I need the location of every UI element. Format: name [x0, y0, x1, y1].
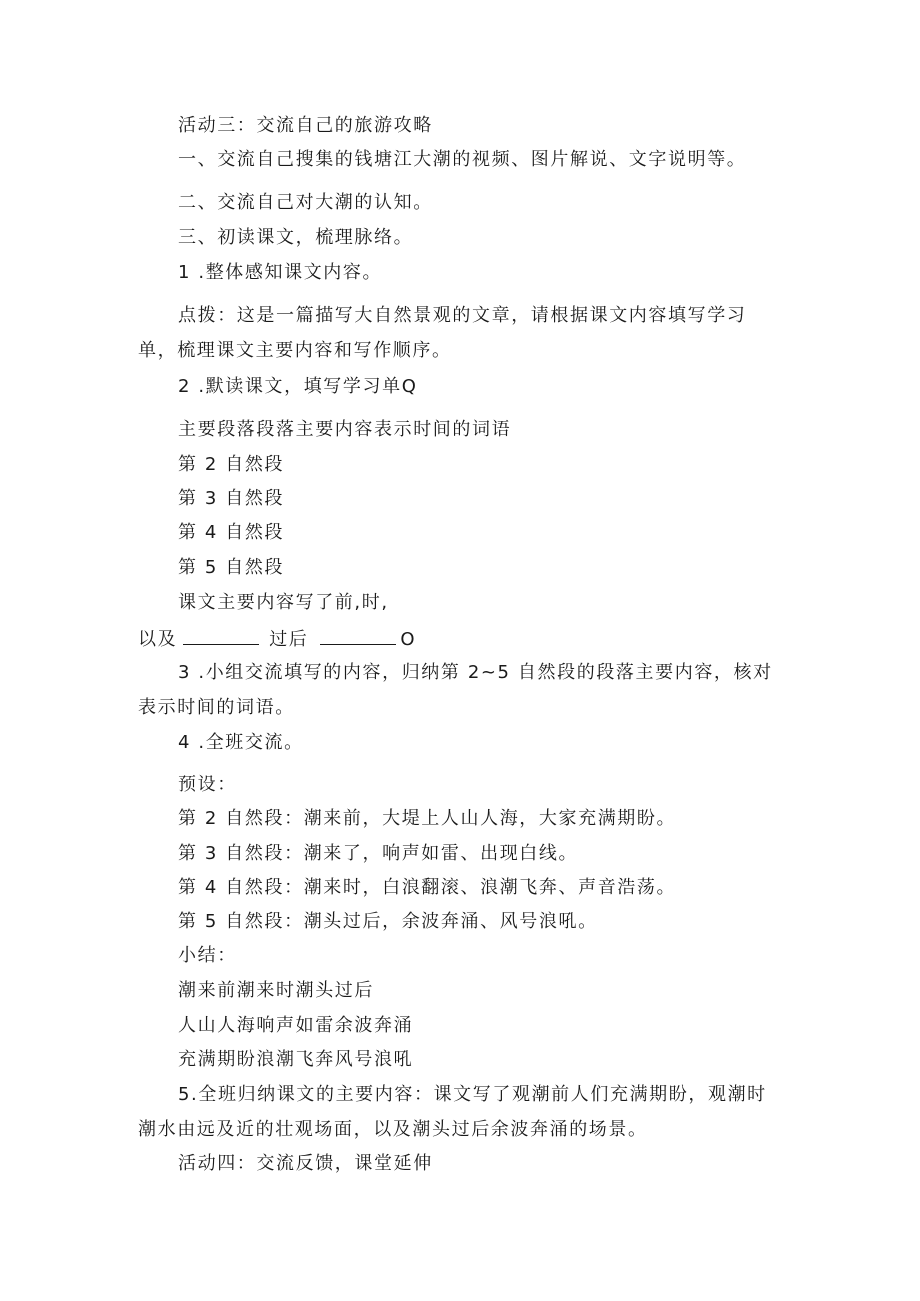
item-3: 三、初读课文，梳理脉络。 [178, 227, 414, 248]
preset-label: 预设： [178, 774, 237, 795]
step-5-line-2: 潮水由远及近的壮观场面，以及潮头过后余波奔涌的场景。 [138, 1119, 648, 1140]
preset-row: 第 4 自然段：潮来时，白浪翻滚、浪潮飞奔、声音浩荡。 [178, 877, 677, 898]
step-5-line-1: 5.全班归纳课文的主要内容：课文写了观潮前人们充满期盼，观潮时 [178, 1084, 767, 1105]
hint-line-1: 点拨：这是一篇描写大自然景观的文章，请根据课文内容填写学习 [178, 305, 747, 326]
fill-line-2 [138, 626, 416, 652]
table-header: 主要段落段落主要内容表示时间的词语 [178, 419, 512, 440]
step-1: 1 .整体感知课文内容。 [178, 262, 383, 283]
step-2: 2 .默读课文，填写学习单Q [178, 376, 418, 397]
item-1: 一、交流自己搜集的钱塘江大潮的视频、图片解说、文字说明等。 [178, 149, 747, 170]
preset-row: 第 2 自然段：潮来前，大堤上人山人海，大家充满期盼。 [178, 808, 677, 829]
step-4: 4 .全班交流。 [178, 732, 304, 753]
fill-blank [183, 626, 259, 645]
para-row: 第 3 自然段 [178, 488, 285, 509]
preset-row: 第 5 自然段：潮头过后，余波奔涌、风号浪吼。 [178, 911, 598, 932]
summary-label: 小结： [178, 945, 237, 966]
summary-row: 充满期盼浪潮飞奔风号浪吼 [178, 1049, 414, 1070]
para-row: 第 5 自然段 [178, 557, 285, 578]
step-3-line-2: 表示时间的词语。 [138, 697, 295, 718]
fill-text-before: 以及 [138, 629, 178, 650]
activity4-heading: 活动四：交流反馈，课堂延伸 [178, 1153, 433, 1174]
fill-line-1: 课文主要内容写了前,时, [178, 592, 389, 613]
fill-text-after: 过后 [269, 629, 309, 650]
hint-line-2: 单，梳理课文主要内容和写作顺序。 [138, 340, 452, 361]
para-row: 第 2 自然段 [178, 454, 285, 475]
summary-row: 人山人海响声如雷余波奔涌 [178, 1015, 414, 1036]
activity3-heading: 活动三：交流自己的旅游攻略 [178, 115, 433, 136]
fill-blank [320, 626, 396, 645]
fill-end-mark: O [400, 629, 417, 650]
para-row: 第 4 自然段 [178, 522, 285, 543]
preset-row: 第 3 自然段：潮来了，响声如雷、出现白线。 [178, 843, 579, 864]
step-3-line-1: 3 .小组交流填写的内容，归纳第 2~5 自然段的段落主要内容，核对 [178, 662, 773, 683]
item-2: 二、交流自己对大潮的认知。 [178, 192, 433, 213]
summary-row: 潮来前潮来时潮头过后 [178, 980, 374, 1001]
